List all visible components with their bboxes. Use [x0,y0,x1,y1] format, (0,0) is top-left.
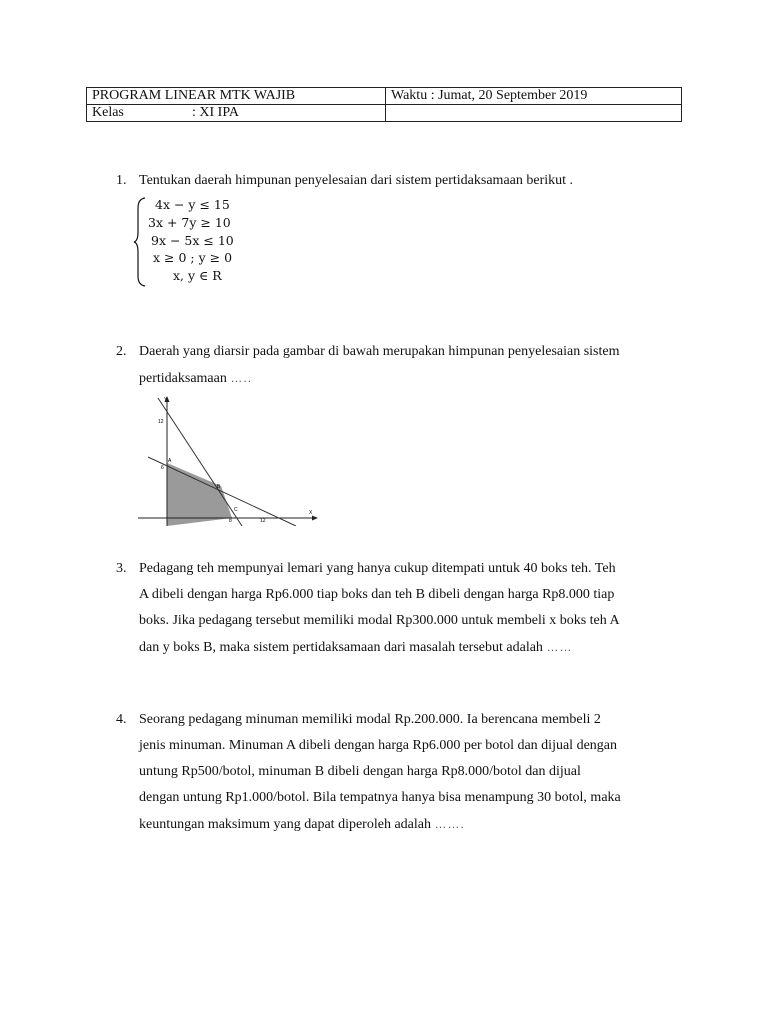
feasible-region-graph [138,394,320,526]
question-number: 4. [116,712,127,727]
header-row-2 [87,105,682,122]
shaded-region [167,463,232,526]
question-text-line: keuntungan maksimum yang dapat diperoleh adalah [139,817,431,832]
point-b-label: B [217,484,221,490]
question-text-line: Pedagang teh mempunyai lemari yang hanya cukup ditempati untuk 40 boks teh. Teh [139,561,616,576]
x-axis-label: X [309,510,313,516]
inequality-3: 9x − 5x ≤ 10 [151,233,234,248]
inequality-1: 4x − y ≤ 15 [155,197,230,212]
question-text-line: Daerah yang diarsir pada gambar di bawah merupakan himpunan penyelesaian sistem [139,344,620,359]
class-cell [87,105,386,122]
date-cell: Waktu : Jumat, 20 September 2019 [386,88,682,105]
header-row-1 [87,88,682,105]
class-label: Kelas [92,105,124,120]
question-text-line: dan y boks B, maka sistem pertidaksamaan dari masalah tersebut adalah [139,640,543,655]
inequality-2: 3x + 7y ≥ 10 [148,215,231,230]
topic-cell: PROGRAM LINEAR MTK WAJIB [87,88,386,105]
question-text-line: boks. Jika pedagang tersebut memiliki modal Rp300.000 untuk membeli x boks teh A [139,613,620,628]
class-value: : XI IPA [192,105,239,120]
question-text-line: pertidaksamaan [139,371,227,386]
question-text-line: Tentukan daerah himpunan penyelesaian dari sistem pertidaksamaan berikut . [139,173,574,188]
question-text-line: untung Rp500/botol, minuman B dibeli dengan harga Rp8.000/botol dan dijual [139,764,581,779]
question-text-line: A dibeli dengan harga Rp6.000 tiap boks dan teh B dibeli dengan harga Rp8.000 tiap [139,587,615,602]
x-tick-far: 12 [260,518,266,524]
question-number: 2. [116,344,127,359]
point-a-label: A [168,458,172,464]
answer-blank: …… [546,640,573,654]
answer-blank: ……. [434,817,465,831]
x-tick-mid: 8 [229,518,232,524]
x-axis-arrow-icon [312,516,318,521]
answer-blank: ….. [230,371,253,385]
question-text-line: dengan untung Rp1.000/botol. Bila tempatnya hanya bisa menampung 30 botol, maka [139,790,621,805]
curly-brace-icon [133,196,147,288]
inequality-4: x ≥ 0 ; y ≥ 0 [153,250,233,265]
header-table [86,87,682,122]
question-text-line: Seorang pedagang minuman memiliki modal Rp.200.000. Ia berencana membeli 2 [139,712,601,727]
inequality-5: x, y ∈ R [173,268,222,283]
y-tick-top: 12 [158,419,164,425]
inequality-system [133,196,263,288]
empty-cell [386,105,682,122]
point-c-label: C [234,507,238,513]
question-number: 3. [116,561,127,576]
question-number: 1. [116,173,127,188]
y-axis-label: Y [164,397,168,403]
question-text-line: jenis minuman. Minuman A dibeli dengan harga Rp6.000 per botol dan dijual dengan [139,738,617,753]
y-tick-low: 6 [161,465,164,471]
